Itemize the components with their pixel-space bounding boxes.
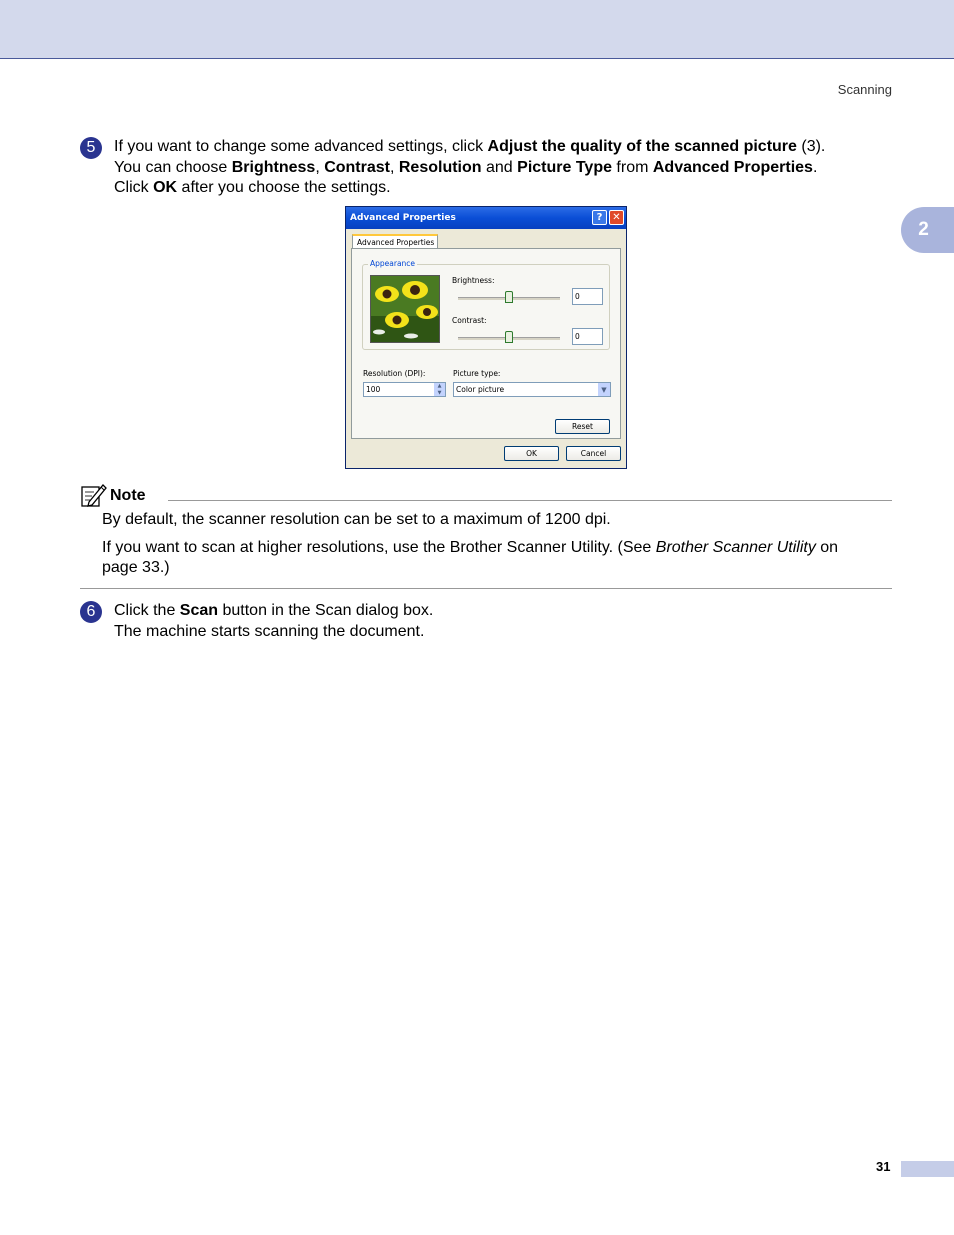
bold-term: Advanced Properties xyxy=(652,158,813,176)
contrast-label: Contrast: xyxy=(452,316,487,325)
note-end-divider xyxy=(80,588,892,589)
tab-advanced-properties[interactable]: Advanced Properties xyxy=(352,234,438,249)
note-title: Note xyxy=(110,487,146,504)
text-run: Click xyxy=(114,179,154,196)
brightness-slider-thumb[interactable] xyxy=(505,291,513,303)
step-text xyxy=(114,601,433,642)
text-run: button in the Scan dialog box. xyxy=(218,602,434,619)
text-run: The machine starts scanning the document. xyxy=(114,622,425,640)
running-title: Scanning xyxy=(837,82,892,97)
step-5 xyxy=(80,137,825,199)
note-paragraph xyxy=(102,538,842,579)
text-run: If you want to change some advanced settings, click xyxy=(114,138,488,155)
bold-term: Resolution xyxy=(398,158,482,176)
page-number: 31 xyxy=(876,1159,891,1174)
text-run: . xyxy=(812,158,818,176)
bold-term: Brightness xyxy=(231,158,316,176)
step-line xyxy=(114,178,825,199)
step-6 xyxy=(80,601,433,642)
bold-term: Picture Type xyxy=(517,158,612,176)
appearance-group xyxy=(362,259,610,350)
cancel-button[interactable]: Cancel xyxy=(566,446,621,461)
step-text xyxy=(114,137,825,199)
chapter-tab: 2 xyxy=(901,207,954,253)
bold-term: OK xyxy=(153,179,178,196)
flower-photo-icon xyxy=(371,276,440,343)
picture-type-label: Picture type: xyxy=(453,369,501,378)
note-divider xyxy=(168,500,892,501)
step-line xyxy=(114,601,433,622)
picture-type-value: Color picture xyxy=(456,385,505,394)
text-run: If you want to scan at higher resolutions, use the Brother Scanner Utility. (See xyxy=(102,538,656,556)
step-line xyxy=(114,137,825,158)
ok-button[interactable]: OK xyxy=(504,446,559,461)
text-run: on page 33.) xyxy=(102,538,839,576)
footer-bar xyxy=(901,1161,954,1177)
spinner-arrows-icon[interactable]: ▲ ▼ xyxy=(434,383,445,396)
bold-term: Adjust the quality of the scanned picture xyxy=(487,138,797,155)
brightness-label: Brightness: xyxy=(452,276,495,285)
close-icon[interactable]: ✕ xyxy=(609,210,624,225)
resolution-spinbox[interactable] xyxy=(363,382,446,397)
text-run: from xyxy=(611,158,653,176)
step-line xyxy=(114,158,825,179)
text-run: Click the xyxy=(114,602,180,619)
preview-image xyxy=(370,275,440,343)
reset-button[interactable]: Reset xyxy=(555,419,610,434)
text-run: You can choose xyxy=(114,158,232,176)
picture-type-select[interactable] xyxy=(453,382,611,397)
header-band xyxy=(0,0,954,59)
resolution-value: 100 xyxy=(366,385,381,394)
step-number-badge: 5 xyxy=(80,137,102,159)
dialog-title: Advanced Properties xyxy=(350,213,456,223)
advanced-properties-dialog xyxy=(345,206,627,469)
step-number-badge: 6 xyxy=(80,601,102,623)
cross-reference: Brother Scanner Utility xyxy=(655,538,816,556)
note-paragraph: By default, the scanner resolution can be set to a maximum of 1200 dpi. xyxy=(102,511,611,528)
chevron-down-icon[interactable]: ▼ xyxy=(598,383,610,396)
group-label: Appearance xyxy=(370,259,416,268)
text-run: (3). xyxy=(796,138,826,155)
text-run: after you choose the settings. xyxy=(177,179,391,196)
note-pencil-icon xyxy=(80,481,108,509)
help-icon[interactable]: ? xyxy=(592,210,607,225)
text-run: , xyxy=(315,158,325,176)
contrast-value-field[interactable]: 0 xyxy=(572,328,603,345)
resolution-label: Resolution (DPI): xyxy=(363,369,426,378)
step-line xyxy=(114,622,433,643)
note-body xyxy=(102,510,842,586)
bold-term: Contrast xyxy=(324,158,390,176)
contrast-slider-thumb[interactable] xyxy=(505,331,513,343)
brightness-value-field[interactable]: 0 xyxy=(572,288,603,305)
text-run: and xyxy=(481,158,518,176)
tab-panel xyxy=(351,248,621,439)
dialog-titlebar xyxy=(346,207,626,229)
text-run: , xyxy=(389,158,399,176)
bold-term: Scan xyxy=(179,602,219,619)
